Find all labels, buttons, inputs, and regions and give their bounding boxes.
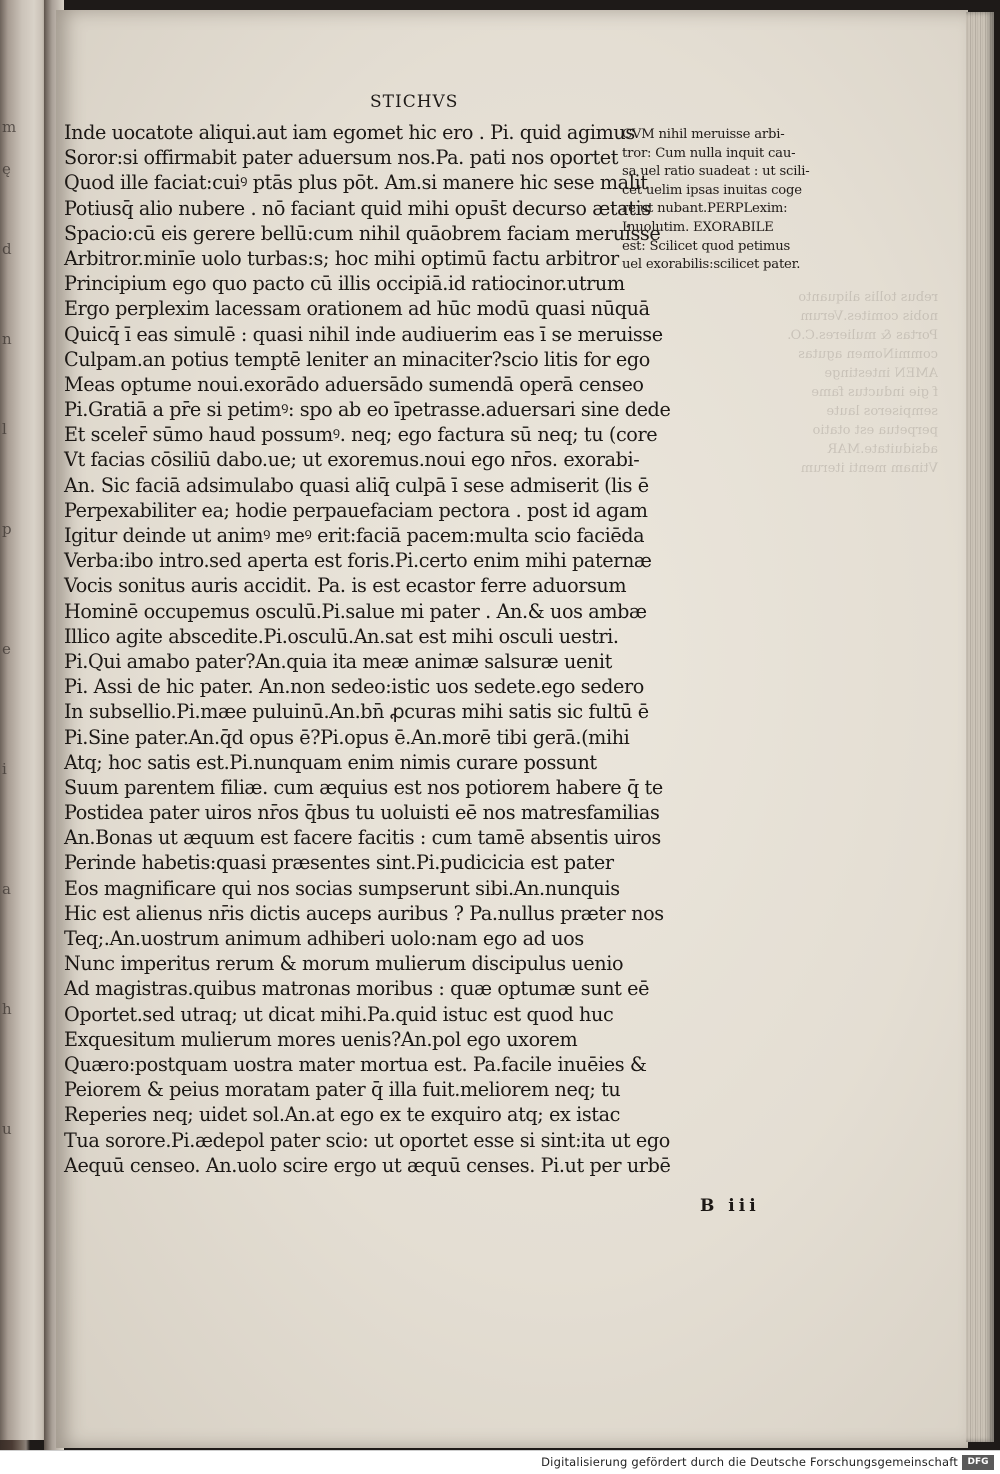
text-line: Pi.Gratiā a pr̄e si petimꝰ: spo ab eo īpetrasse.aduersari sine dede bbox=[64, 398, 671, 422]
text-line: Vocis sonitus auris accidit. Pa. is est ecastor ferre aduorsum bbox=[64, 574, 627, 598]
text-line: Potiusq̄ alio nubere . nō faciant quid mihi opus̄t decurso ætatis bbox=[64, 196, 651, 220]
gloss-line: sa uel ratio suadeat : ut scili- bbox=[622, 164, 810, 180]
text-line: Quicq̄ ī eas simulē : quasi nihil inde audiuerim eas ī se meruisse bbox=[64, 322, 663, 346]
text-line: Peiorem & peius moratam pater q̄ illa fuit.meliorem neq; tu bbox=[64, 1078, 621, 1102]
text-line: Teq;.An.uostrum animum adhiberi uolo:nam ego ad uos bbox=[64, 927, 584, 950]
text-line: Principium ego quo pacto cū illis occipiā.id ratiocinor.utrum bbox=[64, 272, 625, 296]
text-line: Exquesitum mulierum mores uenis?An.pol ego uxorem bbox=[64, 1027, 578, 1051]
dfg-logo: DFG bbox=[962, 1455, 994, 1470]
text-line: Postidea pater uiros nr̄os q̄bus tu uoluisti eē nos matresfamilias bbox=[64, 801, 660, 825]
text-line: Reperies neq; uidet sol.An.at ego ex te exquiro atq; ex istac bbox=[64, 1103, 621, 1127]
text-line: Culpam.an potius temptē leniter an minaciter?scio litis for ego bbox=[64, 347, 650, 371]
main-text-block bbox=[64, 120, 671, 1178]
text-line: Spacio:cū eis gerere bellū:cum nihil quāobrem faciam meruisse bbox=[64, 221, 661, 245]
text-line: Aequū censeo. An.uolo scire ergo ut æquū censes. Pi.ut per urbē bbox=[64, 1153, 671, 1177]
signature-mark: B iii bbox=[700, 1196, 760, 1216]
text-line: Tua sorore.Pi.ædepol pater scio: ut oportet esse si sint:ita ut ego bbox=[64, 1128, 670, 1152]
text-line: Atq; hoc satis est.Pi.nunquam enim nimis curare possunt bbox=[64, 750, 597, 774]
page-edges bbox=[966, 12, 994, 1442]
text-line: Eos magnificare qui nos socias sumpserunt sibi.An.nunquis bbox=[64, 876, 620, 900]
gloss-line: CVM nihil meruisse arbi- bbox=[622, 127, 785, 142]
text-line: Nunc imperitus rerum & morum mulierum discipulus uenio bbox=[64, 952, 624, 976]
text-line: Arbitror.minīe uolo turbas:s; hoc mihi optimū factu arbitror bbox=[64, 246, 619, 270]
text-line: Perpexabiliter ea; hodie perpauefaciam pectora . post id agam bbox=[64, 498, 648, 522]
running-head: STICHVS bbox=[370, 92, 459, 112]
text-line: Hominē occupemus osculū.Pi.salue mi pater . An.& uos ambæ bbox=[64, 599, 647, 623]
text-line: Vt facias cōsiliū dabo.ue; ut exoremus.noui ego nr̄os. exorabi- bbox=[64, 448, 640, 472]
text-line: An.Bonas ut æquum est facere facitis : cum tamē absentis uiros bbox=[64, 826, 661, 850]
text-line: An. Sic faciā adsimulabo quasi aliq̄ culpā ī sese admiserit (lis ē bbox=[64, 473, 649, 497]
gloss-line: tror: Cum nulla inquit cau- bbox=[622, 145, 796, 161]
text-line: Quæro:postquam uostra mater mortua est. Pa.facile inuēies & bbox=[64, 1052, 647, 1076]
text-line: Verba:ibo intro.sed aperta est foris.Pi.certo enim mihi paternæ bbox=[64, 549, 652, 573]
text-line: Perinde habetis:quasi præsentes sint.Pi.pudicicia est pater bbox=[64, 851, 614, 875]
gloss-line: uel exorabilis:scilicet pater. bbox=[622, 257, 801, 273]
text-line: Pi.Qui amabo pater?An.quia ita meæ animæ salsuræ uenit bbox=[64, 649, 612, 673]
text-line: Ad magistras.quibus matronas moribus : quæ optumæ sunt eē bbox=[64, 977, 650, 1001]
text-line: Quod ille faciat:cuiꝰ ptās plus pōt. Am.si manere hic sese malit bbox=[64, 171, 648, 195]
text-line: Et sceler̄ sūmo haud possumꝰ. neq; ego factura sū neq; tu (core bbox=[64, 423, 658, 447]
show-through-text: rebus tollis aliquanto nobis comites.Verum Portas & mulieres.C.O. commiNomen agutas AMEN intestinge f gie inductus fame sempiseros laute perpetua est otatio adsiduitate.MAR Vtinam menti iterum bbox=[787, 290, 938, 476]
text-line: Hic est alienus nr̄is dictis auceps auribus ? Pa.nullus præter nos bbox=[64, 901, 664, 925]
text-line: Illico agite abscedite.Pi.osculū.An.sat est mihi osculi uestri. bbox=[64, 624, 619, 648]
footer-credit: Digitalisierung gefördert durch die Deutsche Forschungsgemeinschaft bbox=[541, 1455, 958, 1469]
gloss-line: est: Scilicet quod petimus bbox=[622, 238, 791, 254]
text-line: Inde uocatote aliqui.aut iam egomet hic ero . Pi. quid agimus bbox=[64, 121, 635, 144]
text-line: Igitur deinde ut animꝰ meꝰ erit:faciā pacem:multa scio faciēda bbox=[64, 524, 645, 547]
gloss-line: re ut nubant.PERPLexim: bbox=[622, 201, 788, 217]
gloss-line: Inuolutim. EXORABILE bbox=[622, 219, 774, 235]
text-line: Ergo perplexim lacessam orationem ad hūc modū quasi nūquā bbox=[64, 297, 650, 321]
footer-bar bbox=[0, 1450, 1000, 1474]
text-line: In subsellio.Pi.mæe puluinū.An.bn̄ ꝓcuras mihi satis sic fultū ē bbox=[64, 700, 649, 724]
facing-page-edge: m ę d n l p e i a h u bbox=[0, 0, 48, 1440]
marginal-gloss bbox=[622, 126, 818, 275]
text-line: Suum parentem filiæ. cum æquius est nos potiorem habere q̄ te bbox=[64, 775, 663, 799]
gloss-line: cet uelim ipsas inuitas coge bbox=[622, 182, 802, 198]
text-line: Pi.Sine pater.An.q̄d opus ē?Pi.opus ē.An.morē tibi gerā.(mihi bbox=[64, 725, 630, 749]
text-line: Pi. Assi de hic pater. An.non sedeo:istic uos sedete.ego sedero bbox=[64, 675, 644, 699]
text-line: Meas optume noui.exorādo aduersādo sumendā operā censeo bbox=[64, 372, 644, 396]
text-line: Soror:si offirmabit pater aduersum nos.Pa. pati nos oportet bbox=[64, 146, 619, 170]
text-line: Oportet.sed utraq; ut dicat mihi.Pa.quid istuc est quod huc bbox=[64, 1002, 614, 1026]
